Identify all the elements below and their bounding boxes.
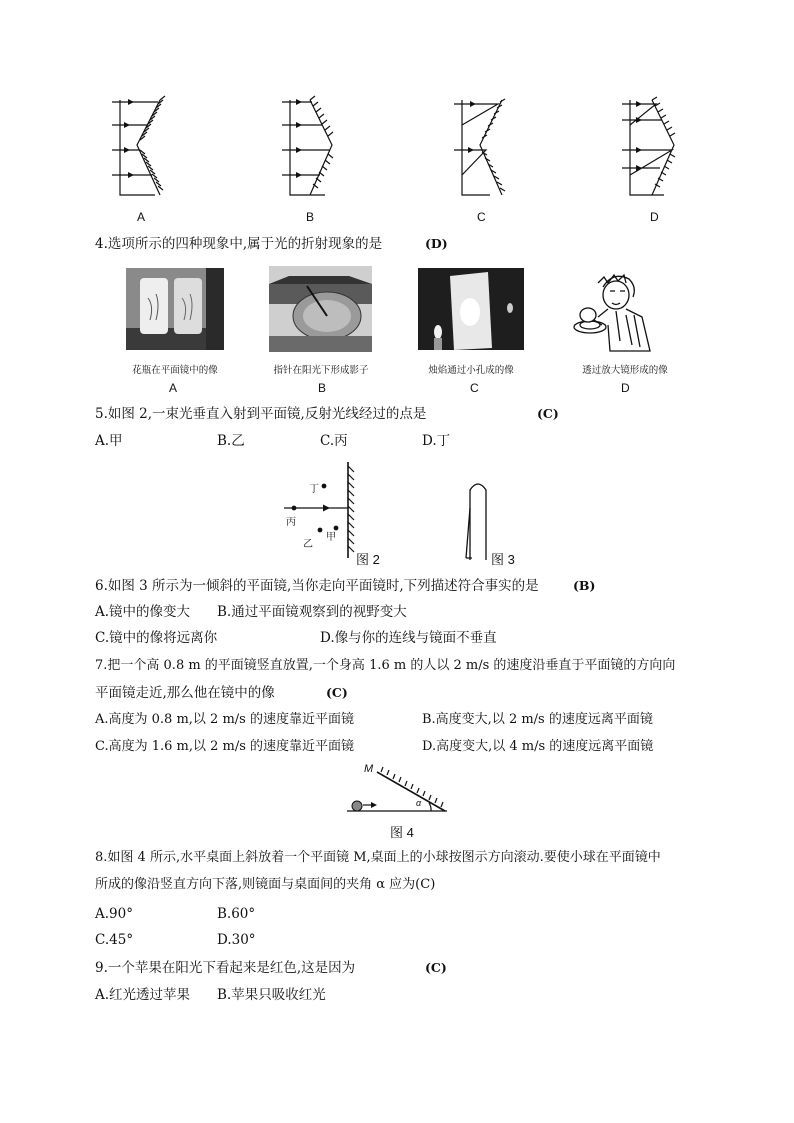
- q5-stem: 5.如图 2,一束光垂直入射到平面镜,反射光线经过的点是: [95, 406, 427, 422]
- q4-option-b-label: B: [318, 381, 327, 395]
- figure-4-mirror-label: M: [364, 763, 374, 775]
- q4-caption-c: 烛焰通过小孔成的像: [428, 365, 514, 376]
- figure-2-point-yi: 乙: [303, 539, 313, 550]
- q4-answer: (D): [425, 236, 448, 251]
- vase-reflection-icon: [174, 278, 202, 334]
- q9-option-a: A.红光透过苹果: [95, 987, 191, 1003]
- q8-option-c: C.45°: [95, 932, 134, 948]
- q8-option-a: A.90°: [95, 906, 133, 922]
- q4-photo-c-pinhole: [418, 268, 524, 350]
- q4-option-d-label: D: [621, 381, 630, 395]
- q7-stem-line2: 平面镜走近,那么他在镜中的像: [95, 685, 275, 701]
- q5-option-b: B.乙: [217, 433, 245, 449]
- ball-icon: [352, 801, 362, 811]
- q4-stem: 4.选项所示的四种现象中,属于光的折射现象的是: [95, 236, 383, 252]
- q4-option-a-label: A: [169, 381, 178, 395]
- figure-4-angle-label: α: [416, 798, 422, 808]
- q8-option-d: D.30°: [217, 932, 256, 948]
- q7-option-c: C.高度为 1.6 m,以 2 m/s 的速度靠近平面镜: [95, 739, 355, 754]
- q3-option-c-label: C: [477, 210, 486, 224]
- q7-stem-line1: 7.把一个高 0.8 m 的平面镜竖直放置,一个身高 1.6 m 的人以 2 m/s 的速度沿垂直于平面镜的方向向: [95, 658, 676, 673]
- q7-option-d: D.高度变大,以 4 m/s 的速度远离平面镜: [422, 739, 654, 754]
- q6-option-b: B.通过平面镜观察到的视野变大: [217, 604, 407, 620]
- tilted-mirror: [470, 484, 486, 560]
- q4-option-c-label: C: [470, 381, 479, 395]
- q3-figure-c: [440, 90, 520, 210]
- q3-figure-d: [612, 90, 692, 210]
- figure-2-caption: 图 2: [356, 552, 380, 567]
- figure-3-caption: 图 3: [491, 552, 515, 567]
- q4-caption-a: 花瓶在平面镜中的像: [132, 365, 218, 376]
- q7-answer: (C): [326, 685, 348, 700]
- q5-option-a: A.甲: [95, 433, 123, 449]
- q3-figure-a: [100, 90, 180, 210]
- vase-icon: [140, 278, 168, 334]
- figure-2-point-ding: 丁: [309, 484, 319, 495]
- q7-option-a: A.高度为 0.8 m,以 2 m/s 的速度靠近平面镜: [95, 712, 354, 727]
- q3-figure-b: [270, 90, 350, 210]
- figure-4-caption: 图 4: [390, 825, 414, 840]
- q5-option-d: D.丁: [422, 433, 451, 449]
- q3-option-d-label: D: [650, 210, 659, 224]
- q3-option-b-label: B: [306, 210, 315, 224]
- q8-option-b: B.60°: [217, 906, 256, 922]
- q4-photo-d-magnifier: [568, 265, 668, 353]
- q6-option-c: C.镜中的像将远离你: [95, 630, 218, 646]
- q9-option-b: B.苹果只吸收红光: [217, 987, 326, 1003]
- figure-4-diagram: [345, 762, 455, 817]
- q8-stem-line1: 8.如图 4 所示,水平桌面上斜放着一个平面镜 M,桌面上的小球按图示方向滚动.要使小球在平面镜中: [95, 850, 661, 865]
- figure-2-point-jia: 甲: [326, 532, 336, 543]
- q6-stem: 6.如图 3 所示为一倾斜的平面镜,当你走向平面镜时,下列描述符合事实的是: [95, 578, 539, 594]
- q6-option-a: A.镜中的像变大: [95, 604, 191, 620]
- q5-option-c: C.丙: [320, 433, 348, 449]
- figure-2-diagram: [280, 458, 360, 558]
- inclined-mirror: [377, 772, 445, 811]
- q6-option-d: D.像与你的连线与镜面不垂直: [320, 630, 497, 646]
- q9-stem: 9.一个苹果在阳光下看起来是红色,这是因为: [95, 960, 356, 976]
- q5-answer: (C): [537, 406, 559, 421]
- q4-caption-d: 透过放大镜形成的像: [582, 365, 668, 376]
- q9-answer: (C): [425, 960, 447, 975]
- q3-option-a-label: A: [137, 210, 146, 224]
- candle-flame-icon: [434, 325, 442, 339]
- q8-stem-line2: 所成的像沿竖直方向下落,则镜面与桌面间的夹角 α 应为(C): [95, 877, 436, 892]
- q6-answer: (B): [573, 578, 596, 593]
- q4-caption-b: 指针在阳光下形成影子: [273, 365, 369, 376]
- q4-photo-a-vases: [126, 268, 224, 350]
- figure-2-point-bing: 丙: [286, 517, 296, 528]
- magnifier-icon: [580, 308, 596, 322]
- q4-photo-b-sundial: [269, 266, 372, 352]
- q7-option-b: B.高度变大,以 2 m/s 的速度远离平面镜: [422, 712, 653, 727]
